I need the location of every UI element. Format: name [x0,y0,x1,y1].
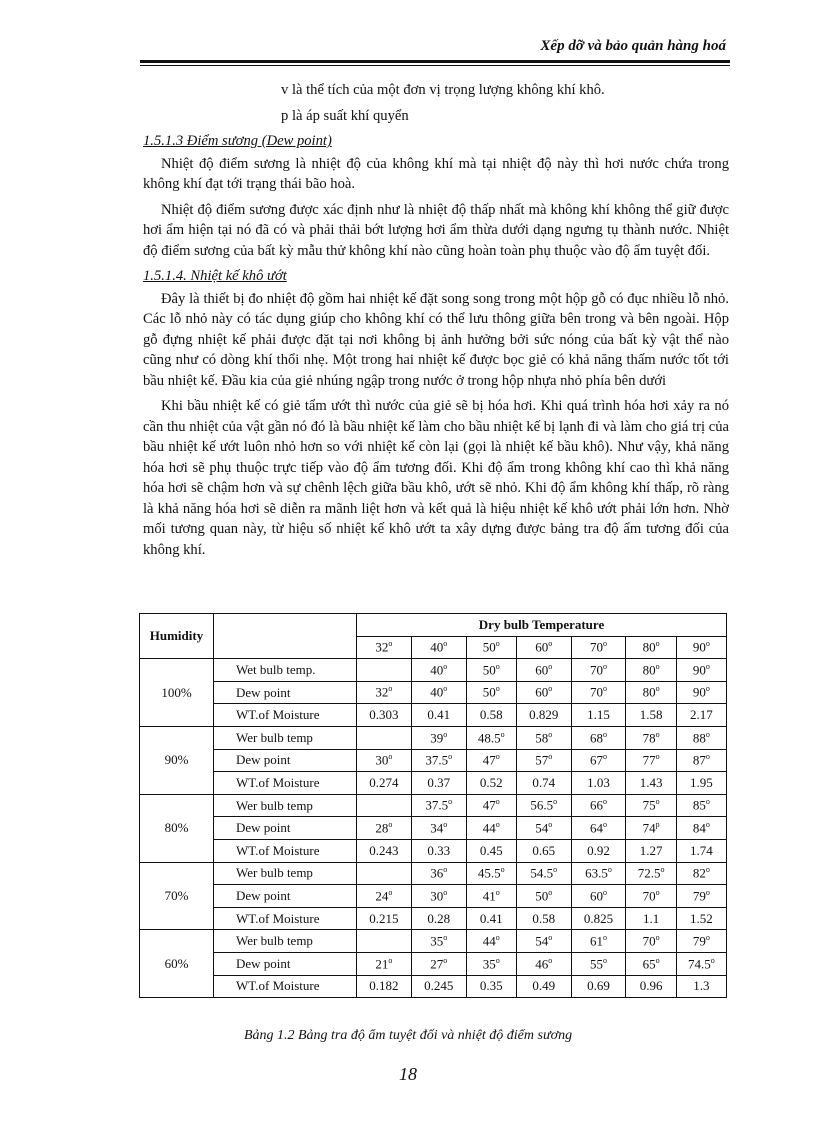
value-cell: 0.92 [571,839,626,862]
value-cell: 44$^o$ [466,817,516,840]
value-cell: 46$^o$ [516,952,571,975]
row-label-cell: Dew point [214,749,357,772]
value-cell: 77$^o$ [626,749,676,772]
table-row [140,726,727,749]
value-cell: 70$^o$ [626,885,676,908]
section-heading-dew-point: 1.5.1.3 Điểm sương (Dew point) [143,133,332,149]
value-cell: 0.243 [357,839,412,862]
value-cell: 1.58 [626,704,676,727]
row-label-cell: Wer bulb temp [214,794,357,817]
value-cell: 74$^p$ [626,817,676,840]
value-cell: 24$^o$ [357,885,412,908]
running-header-title: Xếp dỡ và bảo quản hàng hoá [540,38,726,54]
label-header-cell [214,614,357,659]
table-row [140,749,727,772]
humidity-value-cell: 100% [140,659,214,727]
humidity-value-cell: 90% [140,726,214,794]
table-row [140,772,727,795]
humidity-table [139,613,727,998]
value-cell [357,659,412,682]
value-cell [357,726,412,749]
value-cell: 72.5$^o$ [626,862,676,885]
page-number: 18 [399,1064,417,1084]
value-cell: 41$^o$ [466,885,516,908]
humidity-table-body [140,614,727,998]
value-cell: 75$^o$ [626,794,676,817]
value-cell: 90$^o$ [676,659,726,682]
value-cell: 0.28 [411,907,466,930]
value-cell: 60$^o$ [571,885,626,908]
value-cell: 48.5$^o$ [466,726,516,749]
row-label-cell: Dew point [214,952,357,975]
temperature-header-cell: 50$^o$ [466,636,516,659]
header-rule-thick [140,60,730,63]
row-label-cell: Wer bulb temp [214,862,357,885]
row-label-cell: Wer bulb temp [214,726,357,749]
table-row [140,681,727,704]
row-label-cell: Wet bulb temp. [214,659,357,682]
humidity-value-cell: 60% [140,930,214,998]
table-row [140,704,727,727]
value-cell: 0.96 [626,975,676,998]
table-row [140,907,727,930]
paragraph: Nhiệt độ điểm sương được xác định như là nhiệt độ thấp nhất mà không khí không thể giữ được hơi ẩm hiện tại nó đã có và phải thải bớt lượng hơi ẩm thừa dưới dạng ngưng tụ thành nước. Nhiệt độ điểm sương của bất kỳ mẫu thử không khí nào cũng hoàn toàn phụ thuộc vào độ ẩm tuyệt đối. [143,201,729,259]
value-cell: 45.5$^o$ [466,862,516,885]
value-cell: 30$^o$ [411,885,466,908]
table-row [140,817,727,840]
value-cell: 74.5$^o$ [676,952,726,975]
value-cell: 0.825 [571,907,626,930]
value-cell: 0.41 [466,907,516,930]
value-cell: 90$^o$ [676,681,726,704]
table-row [140,975,727,998]
value-cell: 1.43 [626,772,676,795]
value-cell: 80$^o$ [626,659,676,682]
value-cell: 1.27 [626,839,676,862]
table-row [140,885,727,908]
value-cell: 78$^o$ [626,726,676,749]
value-cell: 35$^o$ [411,930,466,953]
row-label-cell: Dew point [214,817,357,840]
value-cell: 82$^o$ [676,862,726,885]
table-header-row [140,614,727,637]
value-cell: 1.52 [676,907,726,930]
value-cell: 44$^o$ [466,930,516,953]
value-cell [357,930,412,953]
value-cell: 57$^o$ [516,749,571,772]
value-cell: 40$^o$ [411,681,466,704]
value-cell: 70$^o$ [571,659,626,682]
value-cell: 85$^o$ [676,794,726,817]
value-cell: 84$^o$ [676,817,726,840]
value-cell: 21$^o$ [357,952,412,975]
row-label-cell: WT.of Moisture [214,907,357,930]
value-cell: 80$^o$ [626,681,676,704]
value-cell: 64$^o$ [571,817,626,840]
value-cell: 0.49 [516,975,571,998]
row-label-cell: WT.of Moisture [214,772,357,795]
value-cell: 0.245 [411,975,466,998]
temperature-header-cell: 60$^o$ [516,636,571,659]
value-cell: 54$^o$ [516,817,571,840]
row-label-cell: WT.of Moisture [214,839,357,862]
value-cell: 54.5$^o$ [516,862,571,885]
value-cell: 68$^o$ [571,726,626,749]
temperature-header-cell: 40$^o$ [411,636,466,659]
value-cell: 0.303 [357,704,412,727]
value-cell: 0.33 [411,839,466,862]
value-cell: 88$^o$ [676,726,726,749]
value-cell: 79$^o$ [676,885,726,908]
value-cell: 39$^o$ [411,726,466,749]
value-cell: 1.74 [676,839,726,862]
temperature-header-cell: 32$^o$ [357,636,412,659]
value-cell: 36$^o$ [411,862,466,885]
value-cell: 47$^o$ [466,749,516,772]
value-cell: 60$^o$ [516,681,571,704]
row-label-cell: Dew point [214,885,357,908]
value-cell: 0.182 [357,975,412,998]
humidity-value-cell: 80% [140,794,214,862]
paragraph: Đây là thiết bị đo nhiệt độ gồm hai nhiệt kế đặt song song trong một hộp gỗ có đục nhiều lỗ nhỏ. Các lỗ nhỏ này có tác dụng giúp cho không khí có thể lưu thông giữa bên trong và bên ngoài. Hộp gỗ đựng nhiệt kế phải được đặt tại nơi không bị ảnh hưởng bởi sức nóng của bất kỳ vật thể nào cũng như có dòng khí thổi nhẹ. Một trong hai nhiệt kế được bọc giẻ có khả năng thấm nước tốt tới bầu nhiệt kế. Đầu kia của giẻ nhúng ngập trong nước ở trong hộp nhựa nhỏ phía bên dưới [143,290,729,389]
row-label-cell: WT.of Moisture [214,704,357,727]
temperature-header-cell: 80$^o$ [626,636,676,659]
value-cell: 50$^o$ [466,681,516,704]
row-label-cell: WT.of Moisture [214,975,357,998]
value-cell: 0.74 [516,772,571,795]
value-cell: 0.37 [411,772,466,795]
value-cell: 28$^o$ [357,817,412,840]
body-content [143,80,729,565]
value-cell: 58$^o$ [516,726,571,749]
definition-v: v là thể tích của một đơn vị trọng lượng không khí khô. [281,82,605,98]
value-cell: 37.5$^o$ [411,749,466,772]
value-cell [357,794,412,817]
value-cell: 79$^o$ [676,930,726,953]
value-cell: 50$^o$ [516,885,571,908]
value-cell: 56.5$^o$ [516,794,571,817]
value-cell: 65$^o$ [626,952,676,975]
value-cell: 0.215 [357,907,412,930]
value-cell: 55$^o$ [571,952,626,975]
table-row [140,862,727,885]
value-cell: 67$^o$ [571,749,626,772]
value-cell: 50$^o$ [466,659,516,682]
value-cell: 70$^o$ [626,930,676,953]
value-cell: 61$^o$ [571,930,626,953]
paragraph: Khi bầu nhiệt kế có giẻ tẩm ướt thì nước của giẻ sẽ bị hóa hơi. Khi quá trình hóa hơi xảy ra nó cần thu nhiệt của vật gần nó đó là bầu nhiệt kế làm cho bầu nhiệt kế bị lạnh đi và làm cho giá trị của bầu nhiệt kế ướt luôn nhỏ hơn so với nhiệt kế còn lại (gọi là nhiệt kế bầu khô). Như vậy, khả năng hóa hơi sẽ phụ thuộc trực tiếp vào độ ẩm tương đối. Khi độ ẩm trong không khí cao thì khả năng hóa hơi sẽ chậm hơn và sự chênh lệch giữa bầu khô, ướt sẽ nhỏ. Khi độ ẩm không khí thấp, rõ ràng là khả năng hóa hơi sẽ diễn ra mãnh liệt hơn và kết quả là hiệu nhiệt kế khô ướt phải lớn hơn. Nhờ mối tương quan này, từ hiệu số nhiệt kế khô ướt ta xây dựng được bảng tra độ ẩm tương đối của không khí. [143,398,729,558]
value-cell: 0.58 [516,907,571,930]
humidity-value-cell: 70% [140,862,214,930]
dry-bulb-header: Dry bulb Temperature [357,614,727,637]
table-row [140,839,727,862]
value-cell: 1.15 [571,704,626,727]
value-cell: 32$^o$ [357,681,412,704]
value-cell: 34$^o$ [411,817,466,840]
definition-p: p là áp suất khí quyển [281,107,409,124]
value-cell: 0.52 [466,772,516,795]
value-cell: 0.274 [357,772,412,795]
temperature-header-cell: 90$^o$ [676,636,726,659]
value-cell: 1.3 [676,975,726,998]
temperature-header-cell: 70$^o$ [571,636,626,659]
value-cell: 0.58 [466,704,516,727]
value-cell: 40$^o$ [411,659,466,682]
table-caption: Bảng 1.2 Bảng tra độ ẩm tuyệt đối và nhiệt độ điểm sương [243,1028,573,1043]
value-cell: 66$^o$ [571,794,626,817]
paragraph: Nhiệt độ điểm sương là nhiệt độ của không khí mà tại nhiệt độ này thì hơi nước chứa trong không khí đạt tới trạng thái bão hoà. [143,155,729,192]
value-cell: 2.17 [676,704,726,727]
humidity-header: Humidity [140,614,214,659]
value-cell: 27$^o$ [411,952,466,975]
value-cell: 1.1 [626,907,676,930]
value-cell: 0.69 [571,975,626,998]
value-cell: 63.5$^o$ [571,862,626,885]
value-cell: 0.829 [516,704,571,727]
table-row [140,930,727,953]
table-row [140,794,727,817]
value-cell: 0.45 [466,839,516,862]
value-cell: 30$^o$ [357,749,412,772]
value-cell: 87$^o$ [676,749,726,772]
value-cell: 0.41 [411,704,466,727]
section-heading-hygrometer: 1.5.1.4. Nhiệt kế khô ướt [143,268,287,284]
value-cell: 35$^o$ [466,952,516,975]
value-cell: 0.65 [516,839,571,862]
value-cell: 37.5$^o$ [411,794,466,817]
value-cell: 0.35 [466,975,516,998]
row-label-cell: Dew point [214,681,357,704]
value-cell: 70$^o$ [571,681,626,704]
value-cell [357,862,412,885]
value-cell: 1.95 [676,772,726,795]
row-label-cell: Wer bulb temp [214,930,357,953]
value-cell: 47$^o$ [466,794,516,817]
table-row [140,952,727,975]
value-cell: 1.03 [571,772,626,795]
value-cell: 60$^o$ [516,659,571,682]
header-rule-thin [140,65,730,66]
table-row [140,659,727,682]
value-cell: 54$^o$ [516,930,571,953]
